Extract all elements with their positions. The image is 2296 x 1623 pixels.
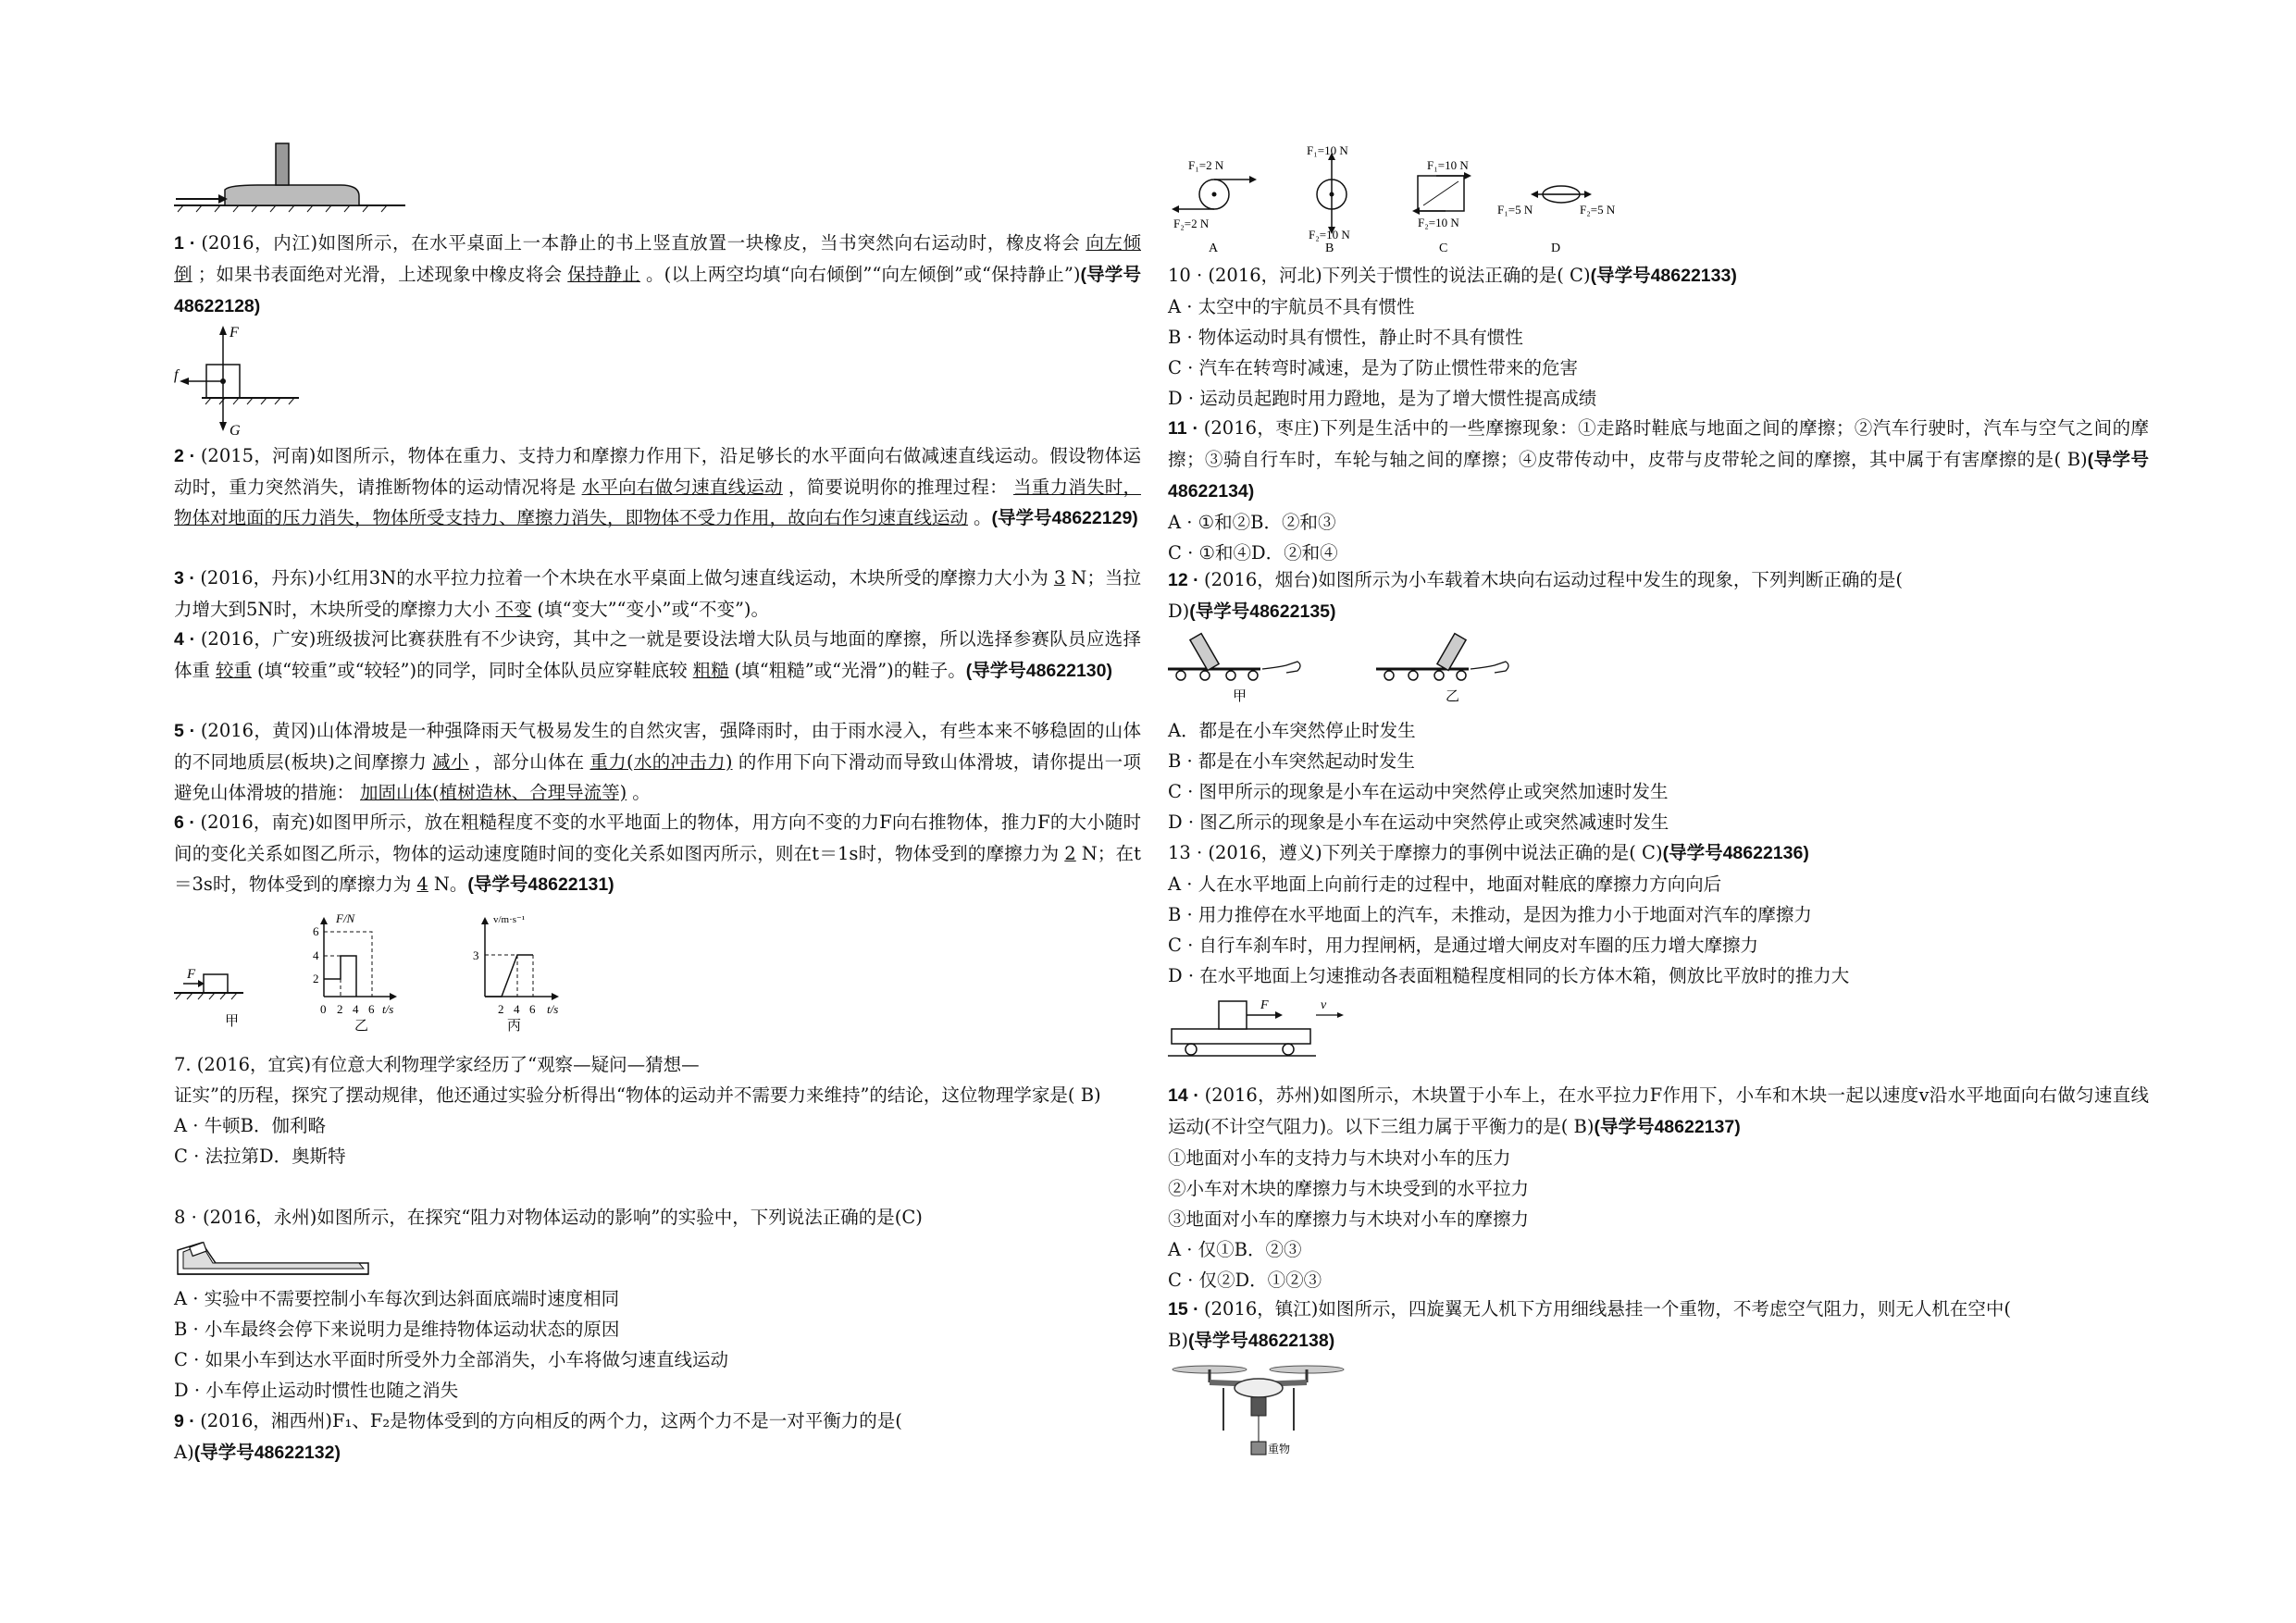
svg-text:6: 6 [368, 1002, 375, 1016]
answer-blank: 水平向右做匀速直线运动 [581, 477, 783, 498]
question-7: 7. (2016，宜宾)有位意大利物理学家经历了“观察—疑问—猜想— 证实”的历程，探究了摆动规律，他还通过实验分析得出“物体的运动并不需要力来维持”的结论，这位物理学家是( B) A · 牛顿B．伽利略 C · 法拉第D．奥斯特 [174, 1049, 1141, 1171]
svg-text:v/m·s⁻¹: v/m·s⁻¹ [493, 914, 526, 925]
svg-text:甲: 甲 [1233, 689, 1247, 704]
svg-text:丙: 丙 [507, 1019, 522, 1034]
figure-cart-block [1168, 625, 1538, 708]
svg-text:4: 4 [514, 1002, 520, 1016]
question-14: 14 · (2016，苏州)如图所示，木块置于小车上，在水平拉力F作用下，小车和木块一起以速度v沿水平地面向右做匀速直线运动(不计空气阻力)。以下三组力属于平衡力的是( B)(导学号48622137) ①地面对小车的支持力与木块对小车的压力 ②小车对木块的摩擦力与木块受到的水平拉力 ③地面对小车的摩擦力与木块对小车的摩擦力 A · 仅①B．②③ C · 仅②D．①②③ [1168, 1084, 2149, 1291]
figure-block-forces [174, 324, 304, 440]
svg-text:2: 2 [498, 1002, 504, 1016]
figure-cart-force [1168, 990, 1353, 1064]
svg-text:3: 3 [473, 948, 479, 962]
svg-text:F₂=10 N: F₂=10 N [1418, 216, 1459, 229]
svg-text:C: C [1439, 242, 1448, 255]
svg-text:F₁=10 N: F₁=10 N [1307, 143, 1348, 157]
svg-text:F₁=10 N: F₁=10 N [1427, 158, 1469, 172]
question-11: 11 · (2016，枣庄)下列是生活中的一些摩擦现象：①走路时鞋底与地面之间的摩擦；②汽车行驶时，汽车与空气之间的摩擦；③骑自行车时，车轮与轴之间的摩擦；④皮带传动中，皮带与皮带轮之间的摩擦，其中属于有害摩擦的是( B)(导学号48622134) A · ①和②B．②和③ C · ①和④D．②和④ [1168, 417, 2149, 564]
svg-text:2: 2 [313, 972, 319, 985]
figure-drone [1168, 1357, 1353, 1468]
question-4: 4 · (2016，广安)班级拔河比赛获胜有不少诀窍，其中之一就是要设法增大队员与地面的摩擦，所以选择参赛队员应选择体重 较重 (填“较重”或“较轻”)的同学，同时全体队员应穿鞋底较 粗糙 (填“粗糙”或“光滑”)的鞋子。(导学号48622130) [174, 628, 1141, 681]
options-row: A · 牛顿B．伽利略 [174, 1115, 327, 1136]
options-row: C · 法拉第D．奥斯特 [174, 1146, 346, 1167]
svg-text:F₂=5 N: F₂=5 N [1580, 203, 1616, 217]
svg-text:G: G [230, 423, 241, 439]
figure-book-eraser [174, 139, 415, 213]
answer-blank: 较重 [216, 660, 253, 681]
svg-text:重物: 重物 [1268, 1443, 1291, 1456]
question-12-options: A．都是在小车突然停止时发生 B · 都是在小车突然起动时发生 C · 图甲所示的现象是小车在运动中突然停止或突然加速时发生 D · 图乙所示的现象是小车在运动中突然停止或突然减速时发生 [1168, 720, 1669, 833]
answer-blank: 4 [416, 873, 428, 895]
svg-text:F: F [187, 967, 196, 982]
svg-text:甲: 甲 [225, 1014, 240, 1029]
question-9: 9 · (2016，湘西州)F₁、F₂是物体受到的方向相反的两个力，这两个力不是一对平衡力的是( A)(导学号48622132) [174, 1410, 902, 1463]
question-8-options: A · 实验中不需要控制小车每次到达斜面底端时速度相同 B · 小车最终会停下来说明力是维持物体运动状态的原因 C · 如果小车到达水平面时所受外力全部消失，小车将做匀速直线运动 D · 小车停止运动时惯性也随之消失 [174, 1288, 729, 1401]
answer-blank: 不变 [495, 599, 532, 620]
svg-text:A: A [1209, 242, 1219, 255]
svg-text:D: D [1551, 242, 1561, 255]
svg-text:F: F [1260, 998, 1269, 1012]
question-15: 15 · (2016，镇江)如图所示，四旋翼无人机下方用细线悬挂一个重物，不考虑空气阻力，则无人机在空中( B)(导学号48622138) [1168, 1298, 2011, 1351]
svg-text:F₁=5 N: F₁=5 N [1497, 203, 1533, 217]
svg-text:0: 0 [320, 1002, 327, 1016]
svg-text:6: 6 [313, 924, 319, 938]
svg-text:4: 4 [313, 948, 319, 962]
answer-blank: 向左倾倒 [174, 232, 1141, 285]
svg-text:F/N: F/N [336, 911, 355, 925]
question-6: 6 · (2016，南充)如图甲所示，放在粗糙程度不变的水平地面上的物体，用方向不变的力F向右推物体，推力F的大小随时间的变化关系如图乙所示，物体的运动速度随时间的变化关系如图丙所示，则在t＝1s时，物体受到的摩擦力为 2 N；在t＝3s时，物体受到的摩擦力为 4 N。(导学号48622131) [174, 812, 1141, 895]
answer-blank: 3 [1053, 567, 1066, 588]
svg-text:4: 4 [353, 1002, 359, 1016]
question-1: 1 · (2016，内江)如图所示，在水平桌面上一本静止的书上竖直放置一块橡皮，当书突然向右运动时，橡皮将会 向左倾倒 ；如果书表面绝对光滑，上述现象中橡皮将会 保持静止 。(以上两空均填“向右倾倒”“向左倾倒”或“保持静止”)(导学号48622128) [174, 232, 1141, 316]
question-10: 10 · (2016，河北)下列关于惯性的说法正确的是( C)(导学号48622133) A · 太空中的宇航员不具有惯性 B · 物体运动时具有惯性，静止时不具有惯性 C · 汽车在转弯时减速，是为了防止惯性带来的危害 D · 运动员起跑时用力蹬地，是为了增大惯性提高成绩 [1168, 265, 1737, 409]
question-5: 5 · (2016，黄冈)山体滑坡是一种强降雨天气极易发生的自然灾害，强降雨时，由于雨水浸入，有些本来不够稳固的山体的不同地质层(板块)之间摩擦力 减小 ，部分山体在 重力(水的冲击力) 的作用下向下滑动而导致山体滑坡，请你提出一项避免山体滑坡的措施： 加固山体(植树造林、合理导流等) 。 [174, 720, 1141, 803]
figure-force-pairs [1168, 143, 1640, 259]
svg-text:F₂=10 N: F₂=10 N [1309, 228, 1350, 242]
svg-text:乙: 乙 [1446, 689, 1460, 704]
svg-text:乙: 乙 [354, 1019, 369, 1034]
answer-blank: 保持静止 [567, 264, 640, 285]
answer-blank: 加固山体(植树造林、合理导流等) [360, 782, 627, 803]
svg-text:f: f [174, 367, 179, 383]
svg-text:B: B [1325, 242, 1334, 255]
question-13: 13 · (2016，遵义)下列关于摩擦力的事例中说法正确的是( C)(导学号48622136) A · 人在水平地面上向前行走的过程中，地面对鞋底的摩擦力方向向后 B · 用力推停在水平地面上的汽车，未推动，是因为推力小于地面对汽车的摩擦力 C · 自行车刹车时，用力捏闸柄，是通过增大闸皮对车圈的压力增大摩擦力 D · 在水平地面上匀速推动各表面粗糙程度相同的长方体木箱，侧放比平放时的推力大 [1168, 842, 1850, 986]
figure-ramp-car [174, 1235, 378, 1282]
svg-text:v: v [1321, 998, 1327, 1012]
svg-text:6: 6 [529, 1002, 536, 1016]
answer-blank: 减小 [432, 751, 469, 773]
svg-text:2: 2 [337, 1002, 343, 1016]
answer-blank: 2 [1064, 843, 1076, 864]
svg-text:t/s: t/s [547, 1002, 559, 1016]
svg-text:t/s: t/s [382, 1002, 394, 1016]
answer-blank: 当重力消失时，物体对地面的压力消失，物体所受支持力、摩擦力消失，即物体不受力作用，故向右作匀速直线运动 [174, 477, 1141, 528]
svg-text:F₂=2 N: F₂=2 N [1173, 217, 1210, 230]
answer-blank: 重力(水的冲击力) [590, 751, 733, 773]
question-2: 2 · (2015，河南)如图所示，物体在重力、支持力和摩擦力作用下，沿足够长的水平面向右做减速直线运动。假设物体运动时，重力突然消失，请推断物体的运动情况将是 水平向右做匀速直线运动 ，简要说明你的推理过程： 当重力消失时，物体对地面的压力消失，物体所受支持力、摩擦力消失，即物体不受力作用，故向右作匀速直线运动 。(导学号48622129) [174, 445, 1141, 528]
figure-force-velocity-graphs [174, 911, 609, 1036]
question-3: 3 · (2016，丹东)小红用3N的水平拉力拉着一个木块在水平桌面上做匀速直线运动，木块所受的摩擦力大小为 3 N；当拉力增大到5N时，木块所受的摩擦力大小 不变 (填“变大”“变小”或“不变”)。 [174, 567, 1141, 620]
svg-text:F: F [230, 325, 239, 341]
answer-blank: 粗糙 [692, 660, 729, 681]
question-12: 12 · (2016，烟台)如图所示为小车载着木块向右运动过程中发生的现象，下列判断正确的是( D)(导学号48622135) [1168, 569, 1903, 622]
svg-text:F₁=2 N: F₁=2 N [1188, 158, 1224, 172]
question-8: 8 · (2016，永州)如图所示，在探究“阻力对物体运动的影响”的实验中，下列说法正确的是(C) [174, 1207, 923, 1228]
